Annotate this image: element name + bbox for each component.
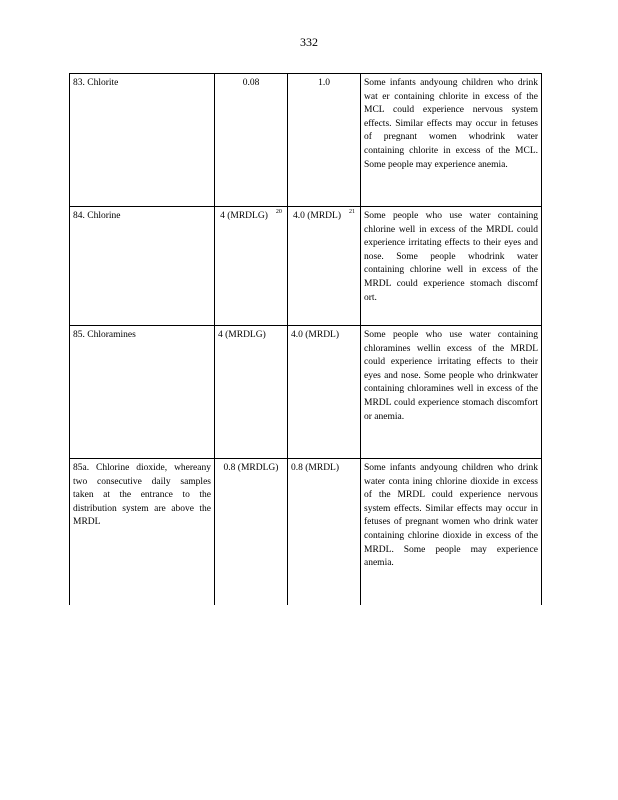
mcl-value: 4.0 (MRDL): [291, 330, 340, 340]
mclg-cell: [215, 207, 288, 326]
mclg-cell: [215, 459, 288, 605]
mclg-cell: [215, 326, 288, 459]
health-effect-cell: Some infants andyoung children who drink wat er containing chlorite in excess of the MCL could experience nervous system effects. Similar effects may occur in fetuses of pregnant women whodrink water containing chlorite in excess of the MCL. Some people may experience anemia.: [361, 74, 542, 207]
health-effect-cell: Some infants andyoung children who drink water conta ining chlorine dioxide in excess of the MRDL could experience nervous system effects. Similar effects may occur in fetuses of pregnant women who drink water containing chlorine dioxide in excess of the MRDL. Some people may experience anemia.: [361, 459, 542, 605]
mcl-value: 1.0: [318, 78, 330, 88]
contaminant-name-cell: 84. Chlorine: [70, 207, 215, 326]
mclg-value: 0.08: [242, 78, 260, 88]
mcl-value: 0.8 (MRDL): [291, 463, 340, 473]
contaminant-table: [69, 73, 542, 605]
page-number: 332: [300, 35, 318, 49]
health-effect-cell: Some people who use water containing chlorine well in excess of the MRDL could experience irritating effects to their eyes and nose. Some people whodrink water containing chlorine well in excess of the MRDL could experience stomach discomf ort.: [361, 207, 542, 326]
contaminant-name-cell: 85. Chloramines: [70, 326, 215, 459]
mclg-value: 4 (MRDLG): [218, 330, 266, 340]
table-row-chlorite: [70, 74, 542, 207]
mcl-cell: [288, 74, 361, 207]
contaminant-name-cell: 83. Chlorite: [70, 74, 215, 207]
mcl-value: 4.0 (MRDL): [292, 211, 342, 221]
mcl-cell: [288, 207, 361, 326]
mcl-cell: [288, 326, 361, 459]
mclg-value: 4 (MRDLG): [220, 211, 268, 221]
mclg-value: 0.8 (MRDLG): [223, 463, 279, 473]
table-row-chlorine: [70, 207, 542, 326]
footnote-marker: 20: [275, 209, 282, 215]
footnote-marker: 21: [349, 209, 356, 215]
mclg-cell: [215, 74, 288, 207]
table-row-chlorine-dioxide: [70, 459, 542, 605]
table-row-chloramines: [70, 326, 542, 459]
mcl-cell: [288, 459, 361, 605]
health-effect-cell: Some people who use water containing chloramines wellin excess of the MRDL could experience irritating effects to their eyes and nose. Some people who drinkwater containing chloramines well in excess of the MRDL could experience stomach discomfort or anemia.: [361, 326, 542, 459]
contaminant-name-cell: 85a. Chlorine dioxide, whereany two consecutive daily samples taken at the entrance to the distribution system are above the MRDL: [70, 459, 215, 605]
